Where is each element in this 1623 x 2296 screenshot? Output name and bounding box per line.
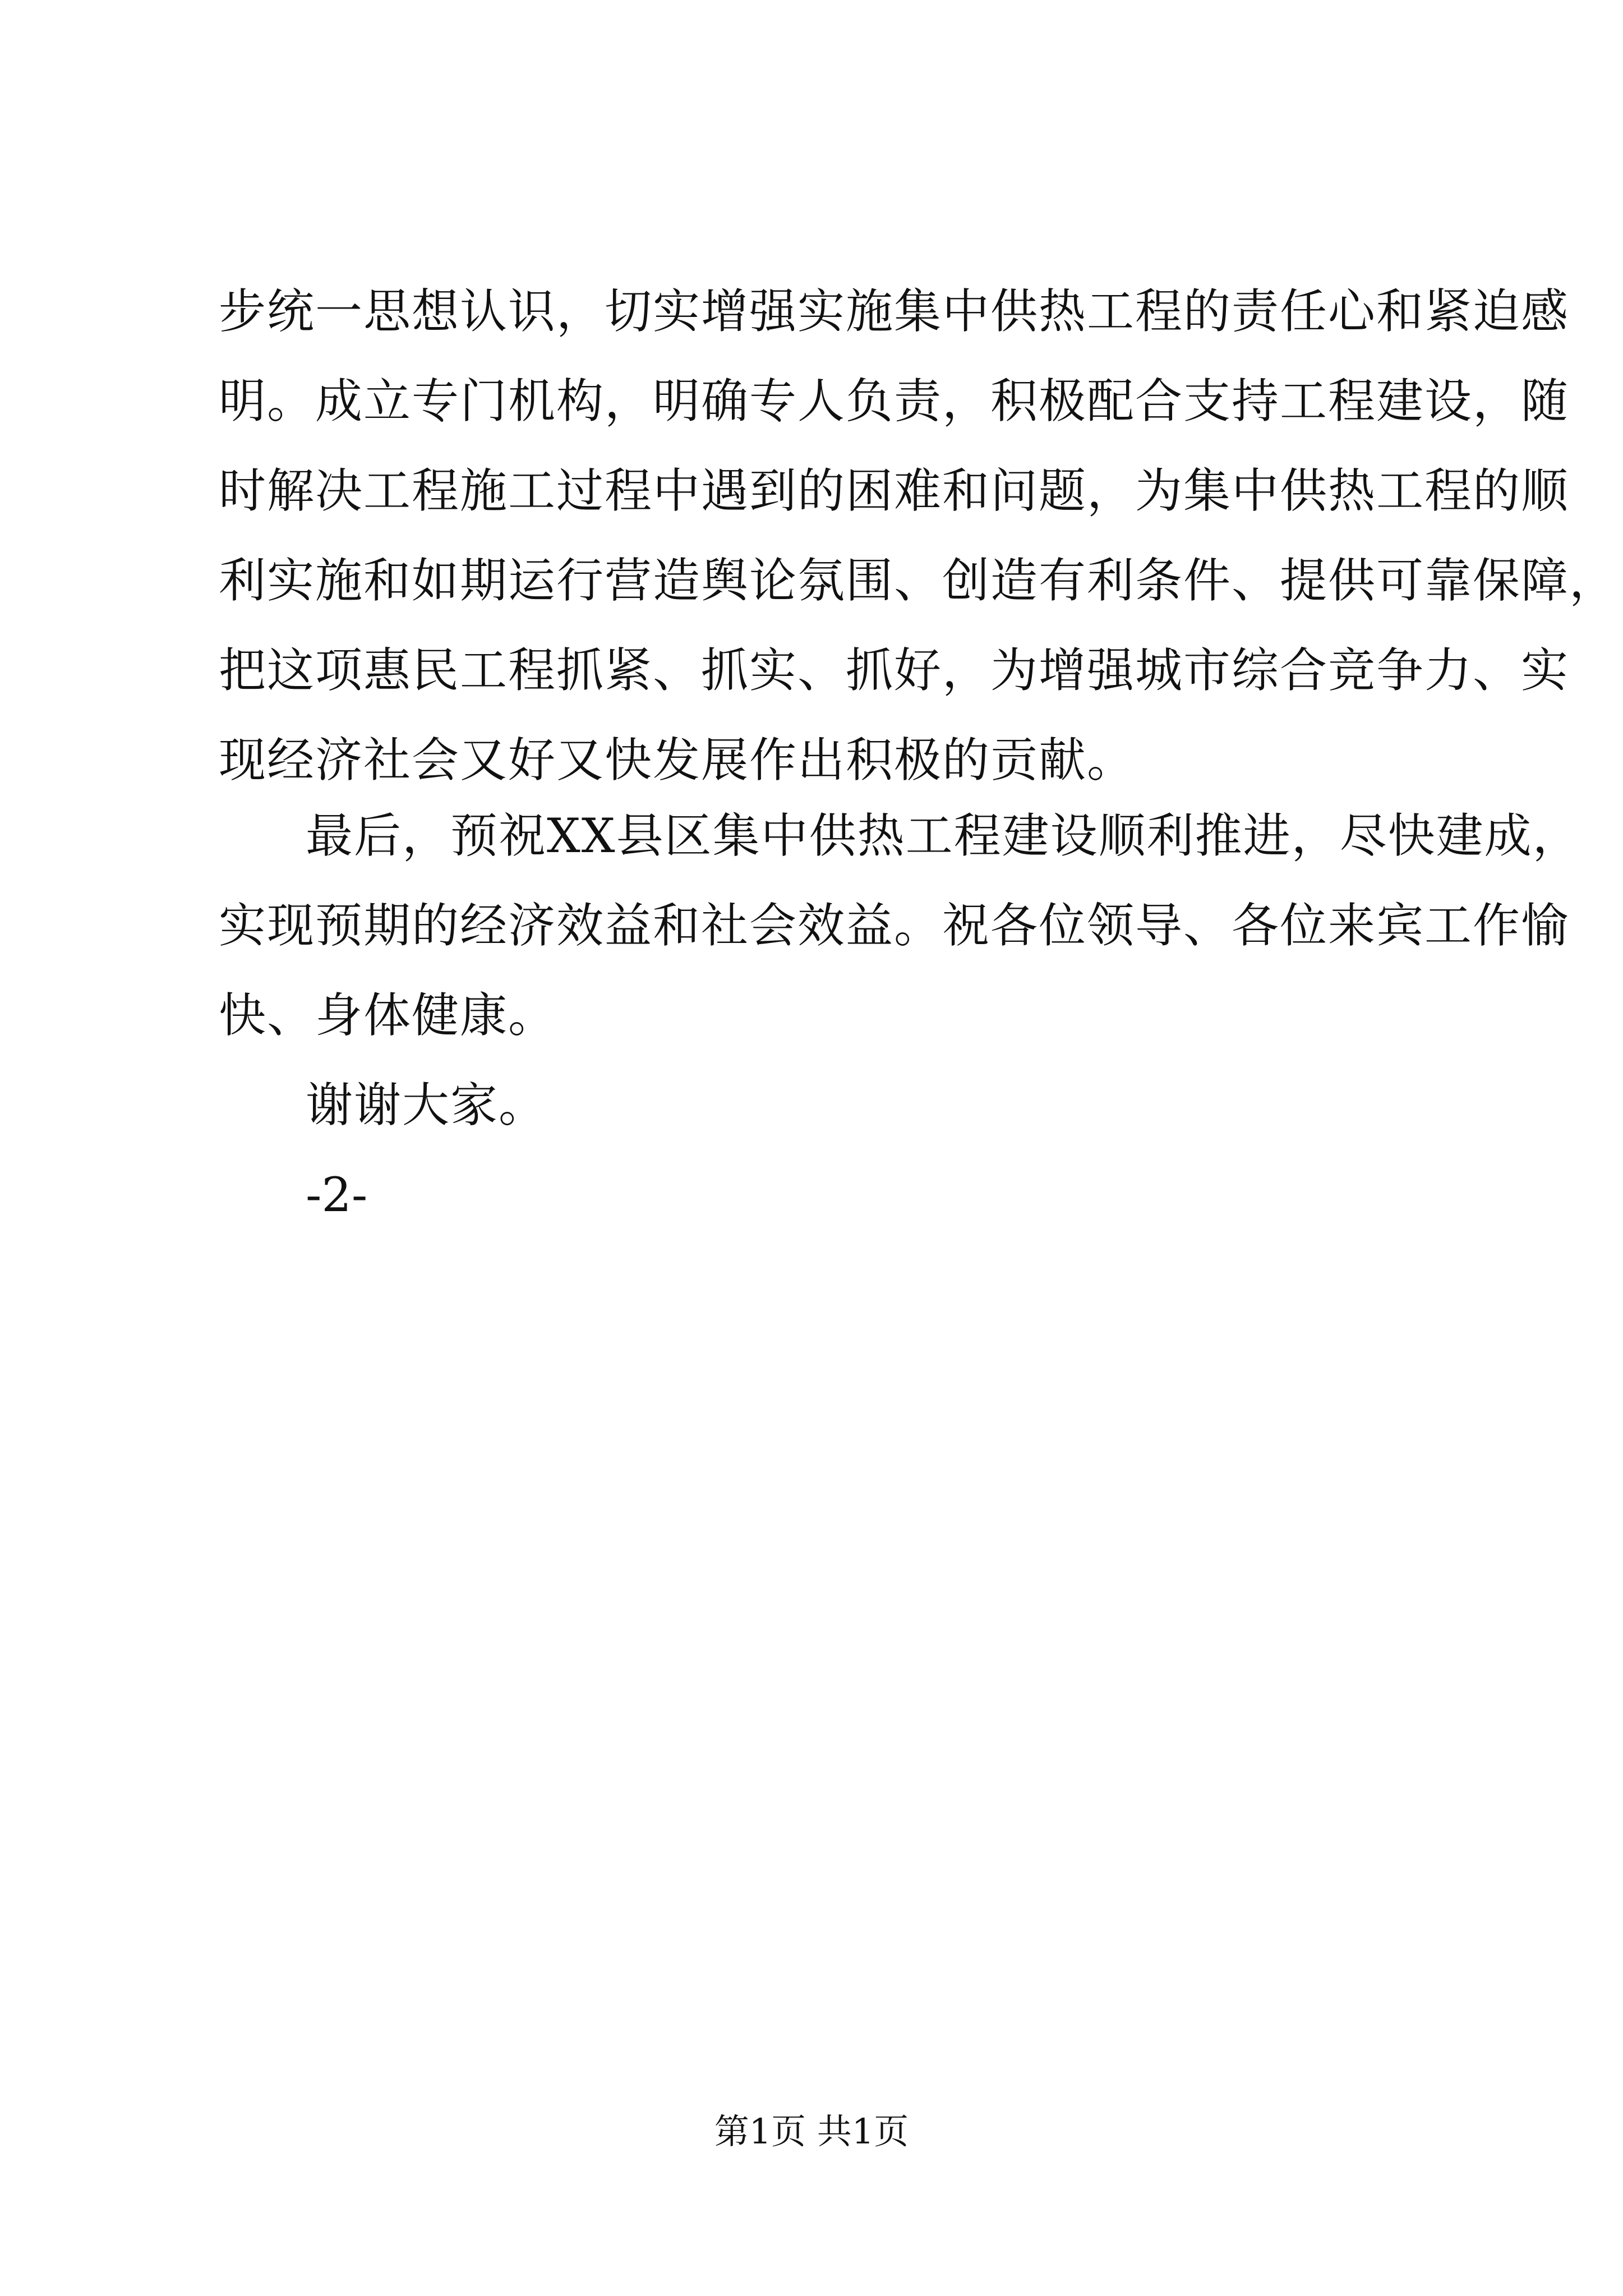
body-text-line: 明。成立专门机构，明确专人负责，积极配合支持工程建设，随: [219, 374, 1570, 429]
body-text-line: 时解决工程施工过程中遇到的困难和问题，为集中供热工程的顺: [219, 463, 1570, 518]
body-text-line: 快、身体健康。: [219, 988, 557, 1043]
body-text-line: 把这项惠民工程抓紧、抓实、抓好，为增强城市综合竞争力、实: [219, 643, 1570, 698]
body-text-line: 最后，预祝XX县区集中供热工程建设顺利推进，尽快建成，: [306, 808, 1581, 863]
body-text-line: 实现预期的经济效益和社会效益。祝各位领导、各位来宾工作愉: [219, 898, 1570, 953]
closing-text: 谢谢大家。: [306, 1078, 547, 1133]
body-text-line: 利实施和如期运行营造舆论氛围、创造有利条件、提供可靠保障，: [219, 553, 1618, 608]
body-text-line: 步统一思想认识，切实增强实施集中供热工程的责任心和紧迫感: [219, 284, 1570, 339]
page-number: -2-: [306, 1167, 368, 1222]
page-footer: 第1页 共1页: [714, 2111, 909, 2152]
body-text-line: 现经济社会又好又快发展作出积极的贡献。: [219, 733, 1136, 788]
